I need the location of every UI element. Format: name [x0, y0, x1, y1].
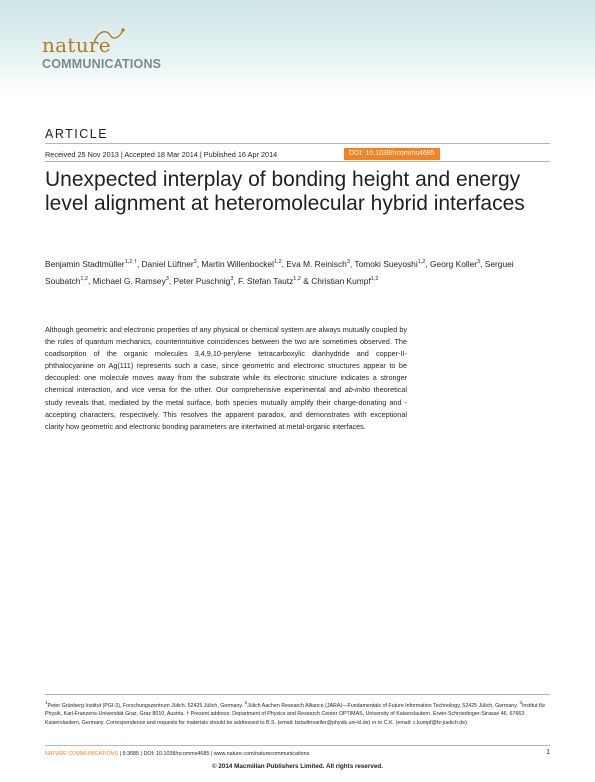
- author-entry[interactable]: [142, 259, 197, 269]
- author-entry[interactable]: [93, 276, 169, 286]
- received-date: Received 25 Nov 2013: [45, 150, 119, 159]
- date-separator: |: [120, 150, 123, 159]
- author-name: Georg Koller: [430, 258, 478, 269]
- author-name: Serguei Soubatch: [45, 258, 514, 286]
- author-affiliation: 1,2: [273, 259, 282, 265]
- accepted-date: Accepted 18 Mar 2014: [124, 150, 198, 159]
- author-list: Benjamin Stadtmüller$^{1,2,\dagger}$, Daniel Lüftner$^3$, Martin Willenbockel$^{1,2}$, Eva M. Reinisch$^3$, Tomoki Sueyoshi$^{1,2}$, Georg Koller$^3$, Serguei Soubatch$^{1,2}$, Michael G. Ramsey$^3$, Peter Puschnig$^3$, F. Stefan Tautz$^{1,2}$ & Christian Kumpf$^{1,2}$: [45, 258, 514, 286]
- author-name: Tomoki Sueyoshi: [354, 258, 418, 269]
- copyright-notice: © 2014 Macmillan Publishers Limited. All rights reserved.: [212, 763, 383, 770]
- author-name: Martin Willenbockel: [201, 258, 274, 269]
- author-affiliation: 1,2: [293, 275, 301, 282]
- abstract: [45, 324, 407, 433]
- author-entry[interactable]: [45, 259, 137, 269]
- abstract-text-part1: Although geometric and electronic properties of any physical or chemical system are always mutually coupled by the rules of quantum mechanics, counterintuitive coincidences between the two are sometimes observed. The coadsorption of the organic molecules 3,4,9,10-perylene tetracarboxylic dianhydride and copper-II-phthalocyanine on Ag(111) represents such a case, since geometric and electronic structures appear to be decoupled: one molecule moves away from the substrate while its electronic structure indicates a stronger chemical interaction, and vice versa for the other. Our comprehensive experimental and: [45, 325, 407, 395]
- article-title: Unexpected interplay of bonding height and energy level alignment at heteromolecular hybrid interfaces: [45, 168, 525, 215]
- dates-rule: [45, 161, 550, 162]
- affiliation-3: Institut für Physik, Karl-Franzens-Universität Graz, Graz 8010, Austria.: [45, 702, 546, 718]
- affiliations-rule: [45, 694, 550, 695]
- author-name: Eva M. Reinisch: [286, 258, 347, 269]
- author-affiliation: 3: [477, 259, 481, 265]
- author-entry[interactable]: [174, 276, 234, 286]
- footer-citation: [45, 751, 550, 757]
- abstract-italic-term: ab-initio: [344, 385, 371, 395]
- author-name: Christian Kumpf: [311, 275, 371, 286]
- footer-rule: [45, 745, 550, 746]
- author-affiliation: 3: [230, 275, 234, 282]
- author-entry[interactable]: [286, 259, 350, 269]
- page-number: 1: [546, 749, 550, 756]
- footer-journal-name[interactable]: NATURE COMMUNICATIONS: [45, 751, 119, 757]
- author-entry[interactable]: [238, 276, 301, 286]
- publication-dates: [45, 150, 277, 159]
- author-entry[interactable]: [430, 259, 480, 269]
- author-affiliation: 3: [193, 259, 197, 265]
- author-name: F. Stefan Tautz: [238, 275, 294, 286]
- author-affiliation: 3: [346, 259, 350, 265]
- author-entry[interactable]: [201, 259, 281, 269]
- affiliation-number: 2: [244, 700, 248, 705]
- affiliation-number: 1: [45, 700, 48, 705]
- author-affiliation: 3: [165, 275, 169, 282]
- date-separator: |: [199, 150, 202, 159]
- affiliation-2: Jülich Aachen Research Alliance (JARA)—Fundamentals of Future Information Technology, 52425 Jülich, Germany.: [247, 702, 518, 709]
- doi-badge[interactable]: DOI: 10.1038/ncomms4685: [344, 148, 440, 160]
- affiliations: [45, 699, 552, 728]
- published-date: Published 16 Apr 2014: [203, 150, 278, 159]
- affiliation-number: 3: [519, 700, 522, 705]
- author-affiliation: 1,2: [370, 275, 379, 282]
- affiliation-1: Peter Grünberg Institut (PGI-3), Forschungszentrum Jülich, 52425 Jülich, Germany.: [47, 702, 244, 709]
- present-address-note: † Present address: Department of Physics and Research Center OPTIMAS, University of Kaiserslautern, Erwin-Schroedinger-Strasse 46, 67663 Kaiserslautern, Germany. Correspondence and requests for materials should be addressed to B.S. (email: bstadtmueller@physik.uni-kl.de) or to C.K. (email: c.kumpf@fz-juelich.de).: [45, 711, 525, 726]
- author-name: Daniel Lüftner: [141, 258, 194, 269]
- author-entry[interactable]: [311, 276, 378, 286]
- author-name: Michael G. Ramsey: [92, 275, 166, 286]
- logo-swirl-icon: [92, 27, 126, 45]
- author-affiliation: 1,2: [417, 259, 426, 265]
- abstract-text-part2: theoretical study reveals that, mediated by the metal surface, both species mutually amplify their charge-donating and -accepting characters, respectively. This resolves the apparent paradox, and demonstrates with exceptional clarity how geometric and electronic bonding parameters are intertwined at metal-organic interfaces.: [45, 385, 407, 431]
- article-type-label: ARTICLE: [45, 127, 109, 141]
- author-affiliation: 1,2,†: [124, 259, 137, 265]
- logo-communications-text: COMMUNICATIONS: [42, 57, 162, 71]
- header-rule: [45, 143, 550, 144]
- author-entry[interactable]: [354, 259, 425, 269]
- author-name: Peter Puschnig: [173, 275, 231, 286]
- footer-citation-text: | 5:3685 | DOI: 10.1038/ncomms4685 | www.nature.com/naturecommunications: [119, 751, 310, 757]
- author-affiliation: 1,2: [80, 275, 89, 282]
- logo-nature-text: nature: [42, 33, 111, 57]
- author-name: Benjamin Stadtmüller: [45, 258, 125, 269]
